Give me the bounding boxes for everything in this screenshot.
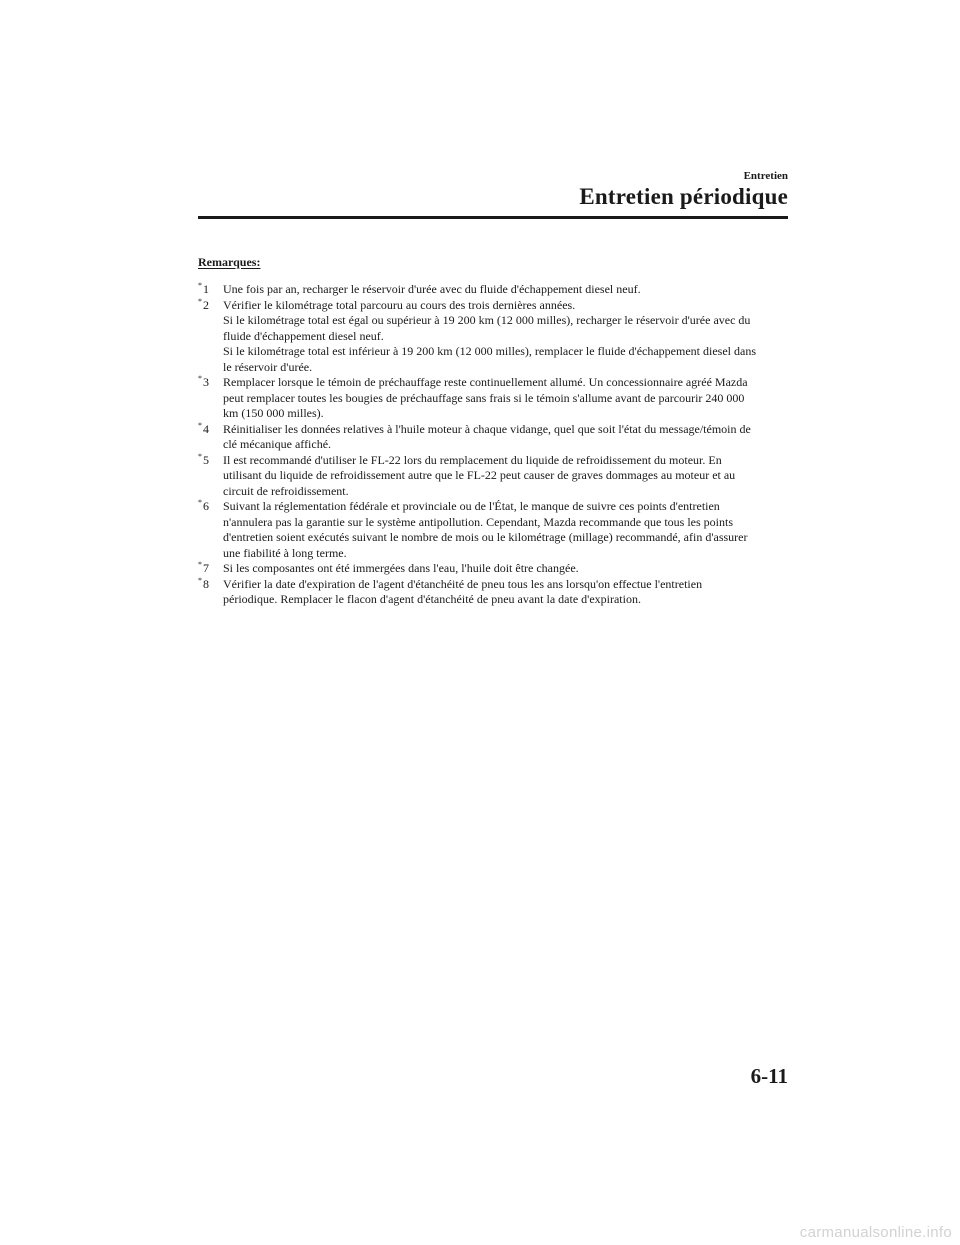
- note-line: d'entretien soient exécutés suivant le nombre de mois ou le kilométrage (millage) recommandé, afin d'assurer: [223, 530, 748, 544]
- asterisk-icon: *: [198, 498, 202, 507]
- note-line: fluide d'échappement diesel neuf.: [223, 328, 384, 343]
- note-number: 8: [203, 576, 209, 591]
- note-item: [198, 577, 790, 608]
- note-marker: [198, 298, 209, 314]
- asterisk-icon: *: [198, 296, 202, 306]
- note-line: circuit de refroidissement.: [223, 483, 349, 498]
- page-number: 6-11: [750, 1064, 788, 1088]
- note-item: [198, 499, 790, 561]
- asterisk-icon: *: [198, 575, 202, 585]
- note-marker: [198, 375, 209, 391]
- note-line: Vérifier la date d'expiration de l'agent d'étanchéité de pneu tous les ans lorsqu'on effectue l'entretien: [223, 576, 703, 591]
- note-marker: [198, 422, 209, 438]
- header-divider: [198, 216, 788, 219]
- note-number: 5: [203, 452, 209, 467]
- note-marker: [198, 453, 209, 469]
- note-line: Vérifier le kilométrage total parcouru au cours des trois dernières années.: [223, 297, 576, 312]
- note-item: [198, 453, 790, 500]
- note-line: périodique. Remplacer le flacon d'agent d'étanchéité de pneu avant la date d'expiration.: [223, 592, 641, 606]
- note-line: Il est recommandé d'utiliser le FL-22 lors du remplacement du liquide de refroidissement du moteur. En: [223, 452, 722, 467]
- asterisk-icon: *: [198, 374, 202, 383]
- asterisk-icon: *: [198, 451, 202, 461]
- note-item: [198, 298, 790, 376]
- note-marker: [198, 561, 209, 577]
- note-line: Suivant la réglementation fédérale et provinciale ou de l'État, le manque de suivre ces points d'entretien: [223, 499, 720, 513]
- note-line: Remplacer lorsque le témoin de préchauffage reste continuellement allumé. Un concessionnaire agréé Mazda: [223, 375, 748, 389]
- note-marker: [198, 282, 209, 298]
- header-section-label: Entretien: [743, 170, 788, 182]
- note-marker: [198, 577, 209, 593]
- note-item: [198, 422, 790, 453]
- note-line: km (150 000 milles).: [223, 406, 324, 420]
- note-number: 3: [203, 375, 209, 389]
- asterisk-icon: *: [198, 281, 202, 290]
- note-number: 6: [203, 499, 209, 513]
- note-number: 1: [203, 282, 209, 296]
- note-line: n'annulera pas la garantie sur le système antipollution. Cependant, Mazda recommande que tous les points: [223, 514, 734, 529]
- asterisk-icon: *: [198, 560, 202, 569]
- note-item: [198, 561, 790, 577]
- note-line: Si le kilométrage total est égal ou supérieur à 19 200 km (12 000 milles), recharger le réservoir d'urée avec du: [223, 313, 751, 327]
- note-number: 7: [203, 561, 209, 575]
- note-line: Si les composantes ont été immergées dans l'eau, l'huile doit être changée.: [223, 561, 579, 575]
- note-item: [198, 375, 790, 422]
- page-title: Entretien périodique: [579, 184, 788, 209]
- note-line: Une fois par an, recharger le réservoir d'urée avec du fluide d'échappement diesel neuf.: [223, 282, 641, 296]
- remarks-notes-list: [198, 282, 790, 608]
- remarks-heading: Remarques:: [198, 255, 261, 269]
- asterisk-icon: *: [198, 420, 202, 430]
- note-line: une fiabilité à long terme.: [223, 545, 347, 560]
- note-line: Si le kilométrage total est inférieur à 19 200 km (12 000 milles), remplacer le fluide d'échappement diesel dans: [223, 344, 756, 358]
- note-line: peut remplacer toutes les bougies de préchauffage sans frais si le témoin s'allume avant de parcourir 240 000: [223, 390, 745, 405]
- note-number: 4: [203, 421, 209, 436]
- note-item: [198, 282, 790, 298]
- note-line: clé mécanique affiché.: [223, 437, 332, 451]
- note-number: 2: [203, 297, 209, 312]
- note-line: utilisant du liquide de refroidissement autre que le FL-22 peut causer de graves dommages au moteur et au: [223, 468, 736, 482]
- note-line: le réservoir d'urée.: [223, 359, 313, 374]
- watermark-text: carmanualsonline.info: [799, 1224, 952, 1241]
- note-marker: [198, 499, 209, 515]
- note-line: Réinitialiser les données relatives à l'huile moteur à chaque vidange, quel que soit l'état du message/témoin de: [223, 421, 751, 436]
